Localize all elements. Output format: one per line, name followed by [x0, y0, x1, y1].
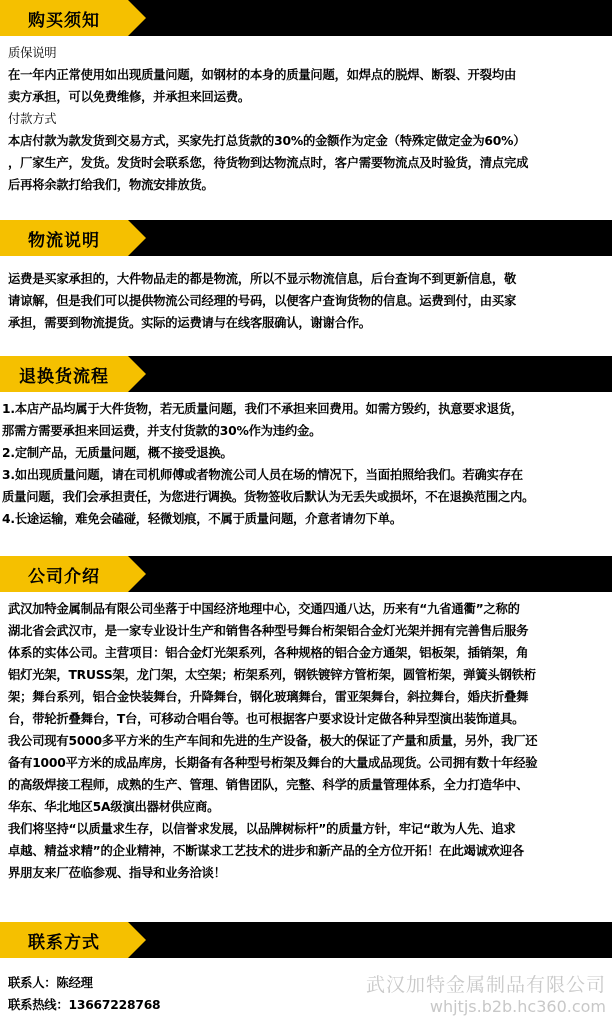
watermark-company: 武汉加特金属制品有限公司 — [365, 974, 606, 996]
company-para: 卓越、精益求精”的企业精神，不断谋求工艺技术的进步和新产品的全方位开拓！在此竭诚欢迎各 — [8, 844, 524, 858]
section-title-company: 公司介绍 — [28, 566, 100, 587]
company-para: 铝灯光架，TRUSS架，龙门架，太空架；桁架系列，钢铁镀锌方管桁架，圆管桁架，弹簧头钢铁桁 — [8, 668, 536, 682]
returns-para: 那需方需要承担来回运费，并支付货款的30%作为违约金。 — [2, 424, 322, 438]
section-header-returns — [0, 356, 612, 392]
returns-para: 3.如出现质量问题，请在司机师傅或者物流公司人员在场的情况下，当面拍照给我们。若确实存在 — [2, 468, 523, 482]
logistics-para: 请谅解，但是我们可以提供物流公司经理的号码，以便客户查询货物的信息。运费到付，由买家 — [8, 294, 517, 308]
returns-para: 1.本店产品均属于大件货物，若无质量问题，我们不承担来回费用。如需方毁约，执意要求退货， — [2, 402, 523, 416]
purchase-para: ，厂家生产，发货。发货时会联系您，待货物到达物流点时，客户需要物流点及时验货，清点完成 — [8, 156, 529, 170]
section-label-box — [0, 922, 128, 958]
returns-para: 2.定制产品，无质量问题，概不接受退换。 — [2, 446, 233, 460]
company-para: 备有1000平方米的成品库房，长期备有各种型号桁架及舞台的大量成品现货。公司拥有数十年经验 — [8, 756, 538, 770]
section-title-purchase: 购买须知 — [28, 10, 100, 31]
section-header-purchase — [0, 0, 612, 36]
returns-para: 4.长途运输，难免会磕碰，轻微划痕，不属于质量问题，介意者请勿下单。 — [2, 512, 402, 526]
company-para: 华东、华北地区5A级演出器材供应商。 — [8, 800, 220, 814]
company-para: 界朋友来厂莅临参观、指导和业务洽谈！ — [8, 866, 226, 880]
purchase-para: 本店付款为款发货到交易方式，买家先打总货款的30%的金额作为定金（特殊定做定金为60%） — [8, 134, 526, 148]
purchase-para: 卖方承担，可以免费维修，并承担来回运费。 — [8, 90, 250, 104]
section-header-contact — [0, 922, 612, 958]
company-para: 我公司现有5000多平方米的生产车间和先进的生产设备，极大的保证了产量和质量，另外，我厂还 — [8, 734, 538, 748]
returns-para: 质量问题，我们会承担责任，为您进行调换。货物签收后默认为无丢失或损坏，不在退换范围之内。 — [2, 490, 535, 504]
purchase-para: 付款方式 — [8, 112, 57, 126]
contact-person: 联系人：陈经理 — [8, 976, 93, 990]
company-content — [8, 598, 608, 884]
purchase-para: 在一年内正常使用如出现质量问题，如钢材的本身的质量问题，如焊点的脱焊、断裂、开裂均由 — [8, 68, 517, 82]
logistics-para: 运费是买家承担的，大件物品走的都是物流，所以不显示物流信息，后台查询不到更新信息，敬 — [8, 272, 517, 286]
company-para: 台，带轮折叠舞台，T台，可移动合唱台等。也可根据客户要求设计定做各种异型演出装饰道具。 — [8, 712, 525, 726]
section-title-returns: 退换货流程 — [19, 366, 109, 387]
purchase-content — [8, 42, 608, 196]
company-para: 的高级焊接工程师，成熟的生产、管理、销售团队，完整、科学的质量管理体系，全力打造华中、 — [8, 778, 529, 792]
company-para: 体系的实体公司。主营项目：铝合金灯光架系列，各种规格的铝合金方通架，铝板架，插销架，角 — [8, 646, 529, 660]
section-header-logistics — [0, 220, 612, 256]
section-label-box — [0, 220, 128, 256]
section-label-box — [0, 556, 128, 592]
company-para: 架；舞台系列，铝合金快装舞台，升降舞台，钢化玻璃舞台，雷亚架舞台，斜拉舞台，婚庆折叠舞 — [8, 690, 529, 704]
company-para: 武汉加特金属制品有限公司坐落于中国经济地理中心，交通四通八达，历来有“九省通衢”之称的 — [8, 602, 520, 616]
section-header-company — [0, 556, 612, 592]
section-label-box — [0, 0, 128, 36]
company-para: 湖北省会武汉市，是一家专业设计生产和销售各种型号舞台桁架铝合金灯光架并拥有完善售后服务 — [8, 624, 529, 638]
logistics-para: 承担，需要到物流提货。实际的运费请与在线客服确认，谢谢合作。 — [8, 316, 371, 330]
logistics-content — [8, 268, 608, 334]
purchase-para: 质保说明 — [8, 46, 57, 60]
section-title-contact: 联系方式 — [28, 932, 100, 953]
watermark-url: whjtjs.b2b.hc360.com — [429, 996, 606, 1016]
company-para: 我们将坚持“以质量求生存，以信誉求发展，以品牌树标杆”的质量方针，牢记“敢为人先、追求 — [8, 822, 516, 836]
section-title-logistics: 物流说明 — [28, 230, 100, 251]
returns-content — [2, 398, 610, 530]
purchase-para: 后再将余款打给我们，物流安排放货。 — [8, 178, 214, 192]
contact-phone: 联系热线：13667228768 — [8, 998, 161, 1012]
section-label-box — [0, 356, 128, 392]
watermark — [366, 974, 606, 1016]
